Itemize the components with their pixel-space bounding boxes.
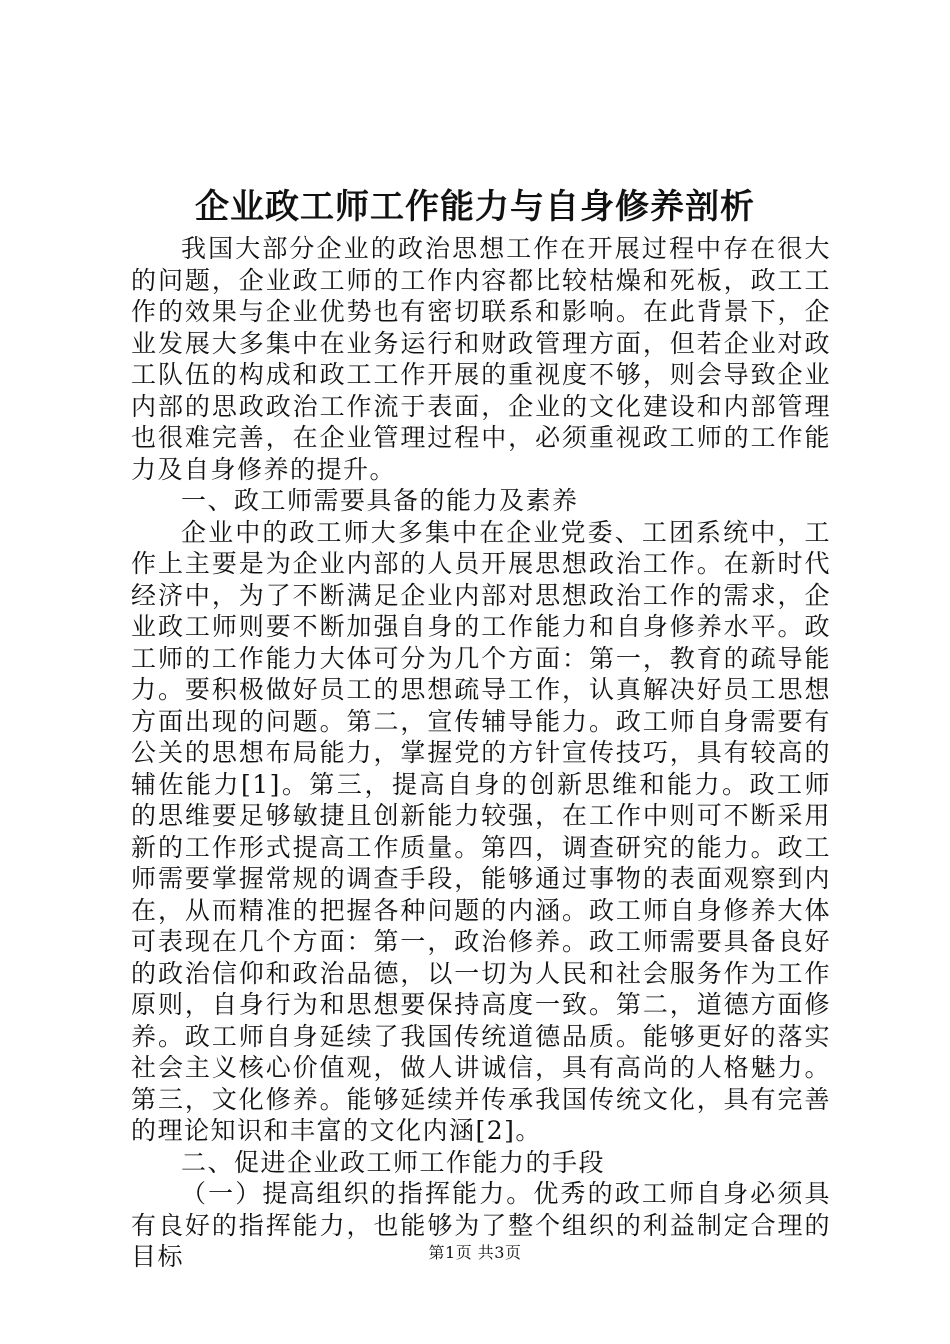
page-footer: 第1页 共3页 bbox=[428, 1243, 522, 1262]
document-title: 企业政工师工作能力与自身修养剖析 bbox=[195, 187, 755, 227]
section-heading-1: 一、政工师需要具备的能力及素养 bbox=[181, 486, 579, 515]
document-body bbox=[131, 233, 831, 1273]
paragraph-section-1: 企业中的政工师大多集中在企业党委、工团系统中，工作上主要是为企业内部的人员开展思想政治工作。在新时代经济中，为了不断满足企业内部对思想政治工作的需求，企业政工师则要不断加强自身的工作能力和自身修养水平。政工师的工作能力大体可分为几个方面：第一，教育的疏导能力。要积极做好员工的思想疏导工作，认真解决好员工思想方面出现的问题。第二，宣传辅导能力。政工师自身需要有公关的思想布局能力，掌握党的方针宣传技巧，具有较高的辅佐能力[1]。第三，提高自身的创新思维和能力。政工师的思维要足够敏捷且创新能力较强，在工作中则可不断采用新的工作形式提高工作质量。第四，调查研究的能力。政工师需要掌握常规的调查手段，能够通过事物的表面观察到内在，从而精准的把握各种问题的内涵。政工师自身修养大体可表现在几个方面：第一，政治修养。政工师需要具备良好的政治信仰和政治品德，以一切为人民和社会服务作为工作原则，自身行为和思想要保持高度一致。第二，道德方面修养。政工师自身延续了我国传统道德品质。能够更好的落实社会主义核心价值观，做人讲诚信，具有高尚的人格魅力。第三，文化修养。能够延续并传承我国传统文化，具有完善的理论知识和丰富的文化内涵[2]。 bbox=[131, 517, 831, 1145]
paragraph-section-2-1: （一）提高组织的指挥能力。优秀的政工师自身必须具有良好的指挥能力，也能够为了整个组织的利益制定合理的目标 bbox=[131, 1179, 831, 1271]
section-heading-2: 二、促进企业政工师工作能力的手段 bbox=[181, 1147, 606, 1177]
paragraph-intro: 我国大部分企业的政治思想工作在开展过程中存在很大的问题，企业政工师的工作内容都比较枯燥和死板，政工工作的效果与企业优势也有密切联系和影响。在此背景下，企业发展大多集中在业务运行和财政管理方面，但若企业对政工队伍的构成和政工工作开展的重视度不够，则会导致企业内部的思政政治工作流于表面，企业的文化建设和内部管理也很难完善，在企业管理过程中，必须重视政工师的工作能力及自身修养的提升。 bbox=[131, 234, 831, 484]
